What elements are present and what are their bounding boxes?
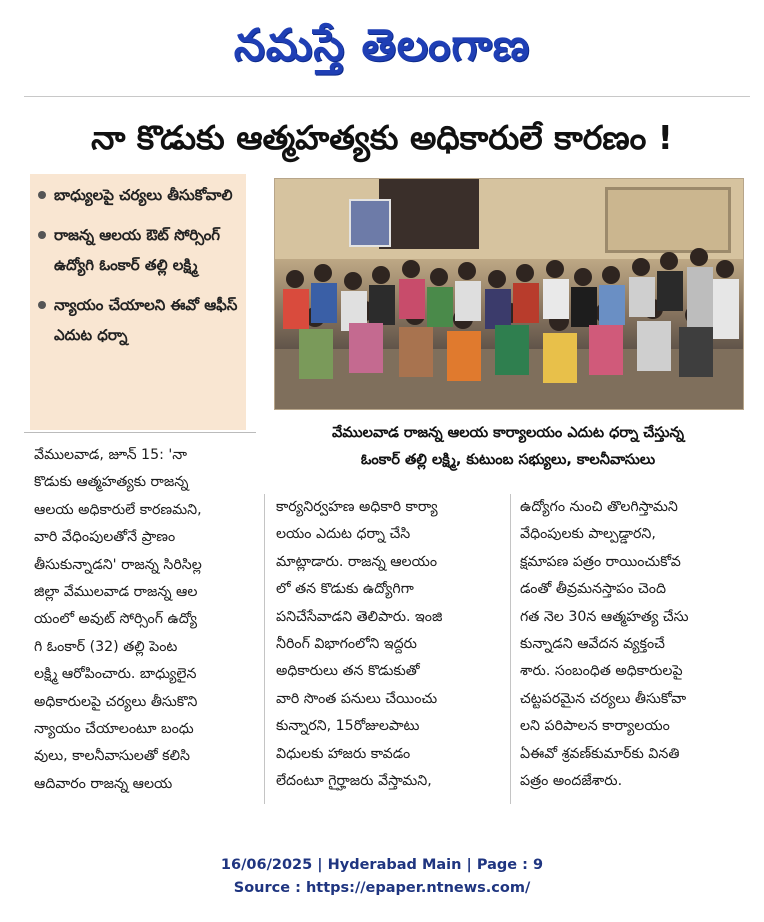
masthead-logo: నమస్తే తెలంగాణ <box>233 20 531 71</box>
bullet-icon <box>38 231 46 239</box>
highlight-item <box>38 180 238 210</box>
highlight-text: న్యాయం చేయాలని ఈవో ఆఫీస్ ఎదుట ధర్నా <box>54 296 238 344</box>
protest-photo <box>274 178 744 410</box>
bullet-icon <box>38 191 46 199</box>
photo-caption-line: ఓంకార్ తల్లి లక్ష్మి, కుటుంబ సభ్యులు, కాలనీవాసులు <box>360 452 656 468</box>
article-column-1: వేములవాడ, జూన్ 15: 'నా కొడుకు ఆత్మహత్యకు రాజన్న ఆలయ అధికారులే కారణమని, వారి వేధింపులతోనే ప్రాణం తీసుకున్నాడని' రాజన్న సిరిసిల్ల జిల్లా వేములవాడ రాజన్న ఆల యంలో అవుట్ సోర్సింగ్ ఉద్యో గి ఓంకార్ (32) తల్లి పెంట లక్ష్మి ఆరోపించారు. బాధ్యులైన అధికారులపై చర్యలు తీసుకొని న్యాయం చేయాలంటూ బంధు వులు, కాలనీవాసులతో కలిసి ఆదివారం రాజన్న ఆలయ <box>34 447 202 792</box>
column-rule <box>264 494 265 804</box>
photo-caption-line: వేములవాడ రాజన్న ఆలయ కార్యాలయం ఎదుట ధర్నా చేస్తున్న <box>332 425 684 441</box>
column-rule <box>510 494 511 804</box>
masthead-divider <box>24 96 750 97</box>
highlight-item <box>38 290 238 350</box>
article-column-3: ఉద్యోగం నుంచి తొలగిస్తామని వేధింపులకు పాల్పడ్డారని, క్షమాపణ పత్రం రాయించుకోవ డంతో తీవ్రమనస్తాపం చెంది గత నెల 30న ఆత్మహత్య చేసు కున్నాడని ఆవేదన వ్యక్తంచే శారు. సంబంధిత అధికారులపై చట్టపరమైన చర్యలు తీసుకోవా లని పరిపాలన కార్యాలయం ఏఈవో శ్రవణ్‌కుమార్‌కు వినతి పత్రం అందజేశారు. <box>520 499 689 790</box>
highlight-item <box>38 220 238 280</box>
source-link[interactable]: Source : https://epaper.ntnews.com/ <box>233 880 531 896</box>
highlight-text: రాజన్న ఆలయ ఔట్ సోర్సింగ్ ఉద్యోగి ఓంకార్ తల్లి లక్ష్మి <box>54 226 221 274</box>
newspaper-masthead <box>0 6 764 86</box>
highlights-box <box>30 174 246 430</box>
highlight-text: బాధ్యులపై చర్యలు తీసుకోవాలి <box>54 186 233 204</box>
section-divider <box>24 432 256 433</box>
page-info: 16/06/2025 | Hyderabad Main | Page : 9 <box>220 857 544 873</box>
article-headline: నా కొడుకు ఆత్మహత్యకు అధికారులే కారణం ! <box>91 118 673 157</box>
photo-crowd <box>275 239 743 409</box>
photo-caption <box>274 420 742 480</box>
article-column-2: కార్యనిర్వహణ అధికారి కార్యా లయం ఎదుట ధర్నా చేసి మాట్లాడారు. రాజన్న ఆలయం లో తన కొడుకు ఉద్యోగిగా పనిచేసేవాడని తెలిపారు. ఇంజి నీరింగ్ విభాగంలోని ఇద్దరు అధికారులు తన కొడుకుతో వారి సొంత పనులు చేయించు కున్నారని, 15రోజులపాటు విధులకు హాజరు కావడం లేదంటూ గైర్హాజరు వేస్తామని, <box>276 499 443 790</box>
bullet-icon <box>38 301 46 309</box>
